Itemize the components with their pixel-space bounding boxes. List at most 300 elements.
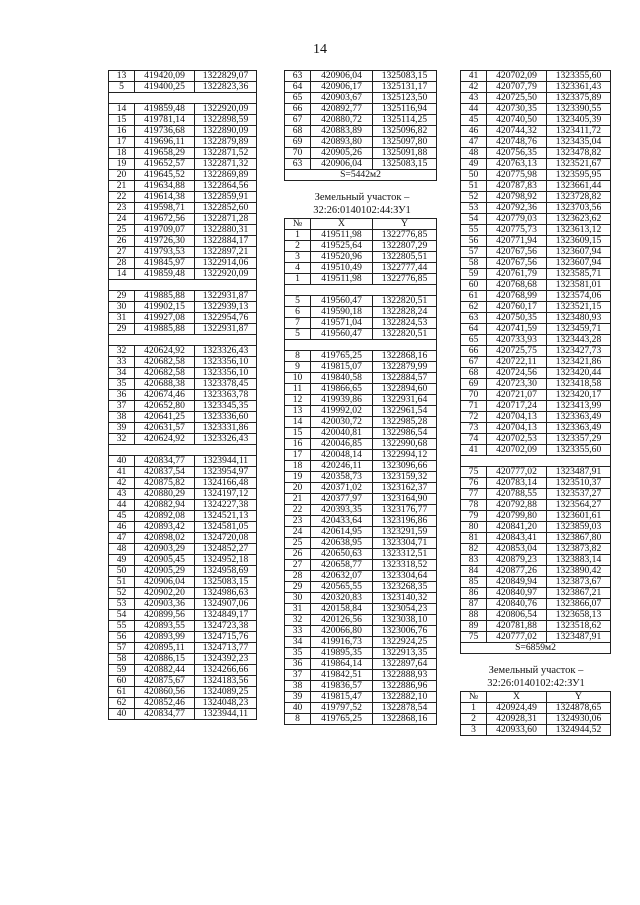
y-coordinate: 1323609,15 xyxy=(547,236,611,247)
point-number: 61 xyxy=(109,687,135,698)
table-row xyxy=(285,71,437,82)
x-coordinate: 419859,48 xyxy=(135,104,195,115)
point-number: 75 xyxy=(461,632,487,643)
y-coordinate: 1323867,21 xyxy=(547,588,611,599)
point-number: 79 xyxy=(461,511,487,522)
point-number: 14 xyxy=(109,269,135,280)
point-number: 62 xyxy=(461,302,487,313)
x-coordinate: 419652,57 xyxy=(135,159,195,170)
y-coordinate: 1325131,17 xyxy=(373,82,437,93)
x-coordinate: 419765,25 xyxy=(311,714,373,725)
x-coordinate: 420843,41 xyxy=(487,533,547,544)
y-coordinate: 1323038,10 xyxy=(373,615,437,626)
table-row xyxy=(109,676,257,687)
y-coordinate: 1322954,76 xyxy=(195,313,257,324)
y-coordinate: 1322890,09 xyxy=(195,126,257,137)
y-coordinate: 1322824,53 xyxy=(373,318,437,329)
x-coordinate: 419765,25 xyxy=(311,351,373,362)
point-number: 42 xyxy=(109,478,135,489)
table-row xyxy=(109,302,257,313)
table-row xyxy=(461,93,611,104)
point-number: 46 xyxy=(109,522,135,533)
point-number: 84 xyxy=(461,566,487,577)
blank-row xyxy=(461,456,611,467)
y-coordinate: 1322913,35 xyxy=(373,648,437,659)
table-row xyxy=(285,373,437,384)
y-coordinate: 1322879,99 xyxy=(373,362,437,373)
y-coordinate: 1324878,65 xyxy=(547,703,611,714)
point-number: 68 xyxy=(285,126,311,137)
column-header: Y xyxy=(373,219,437,230)
table-row xyxy=(285,126,437,137)
x-coordinate: 420767,56 xyxy=(487,258,547,269)
area-row xyxy=(285,170,437,181)
point-number: 48 xyxy=(461,148,487,159)
point-number: 25 xyxy=(285,538,311,549)
point-number: 37 xyxy=(285,670,311,681)
table-row xyxy=(285,159,437,170)
x-coordinate: 420893,55 xyxy=(135,621,195,632)
x-coordinate: 420837,54 xyxy=(135,467,195,478)
x-coordinate: 420928,31 xyxy=(487,714,547,725)
y-coordinate: 1323480,93 xyxy=(547,313,611,324)
area-value: S=5442м2 xyxy=(285,170,437,181)
x-coordinate: 419992,02 xyxy=(311,406,373,417)
point-number: 89 xyxy=(461,621,487,632)
table-row xyxy=(461,511,611,522)
table-row xyxy=(285,296,437,307)
y-coordinate: 1323487,91 xyxy=(547,467,611,478)
table-row xyxy=(109,654,257,665)
area-value: S=6859м2 xyxy=(461,643,611,654)
x-coordinate: 419797,52 xyxy=(311,703,373,714)
table-row xyxy=(461,610,611,621)
point-number: 49 xyxy=(461,159,487,170)
point-number: 29 xyxy=(285,582,311,593)
y-coordinate: 1322886,96 xyxy=(373,681,437,692)
point-number: 28 xyxy=(109,258,135,269)
x-coordinate: 420358,73 xyxy=(311,472,373,483)
point-number: 12 xyxy=(285,395,311,406)
point-number: 8 xyxy=(285,714,311,725)
x-coordinate: 419895,35 xyxy=(311,648,373,659)
table-row xyxy=(461,302,611,313)
x-coordinate: 420903,36 xyxy=(135,599,195,610)
point-number: 11 xyxy=(285,384,311,395)
table-row xyxy=(109,368,257,379)
point-number: 31 xyxy=(109,313,135,324)
table-row xyxy=(109,236,257,247)
point-number: 24 xyxy=(109,214,135,225)
x-coordinate: 420650,63 xyxy=(311,549,373,560)
point-number: 58 xyxy=(461,258,487,269)
y-coordinate: 1323006,76 xyxy=(373,626,437,637)
table-row xyxy=(461,588,611,599)
x-coordinate: 420886,15 xyxy=(135,654,195,665)
point-number: 34 xyxy=(285,637,311,648)
table-row xyxy=(285,615,437,626)
x-coordinate: 420899,56 xyxy=(135,610,195,621)
y-coordinate: 1324952,18 xyxy=(195,555,257,566)
x-coordinate: 420783,14 xyxy=(487,478,547,489)
point-number: 87 xyxy=(461,599,487,610)
y-coordinate: 1324958,69 xyxy=(195,566,257,577)
blank-cell xyxy=(461,456,611,467)
point-number: 66 xyxy=(461,346,487,357)
table-row xyxy=(109,577,257,588)
x-coordinate: 419793,53 xyxy=(135,247,195,258)
y-coordinate: 1325097,80 xyxy=(373,137,437,148)
x-coordinate: 420652,80 xyxy=(135,401,195,412)
x-coordinate: 420763,13 xyxy=(487,159,547,170)
y-coordinate: 1323518,62 xyxy=(547,621,611,632)
blank-cell xyxy=(109,335,257,346)
point-number: 27 xyxy=(285,560,311,571)
x-coordinate: 420641,25 xyxy=(135,412,195,423)
y-coordinate: 1324183,56 xyxy=(195,676,257,687)
point-number: 30 xyxy=(285,593,311,604)
table-row xyxy=(461,725,611,736)
y-coordinate: 1323268,35 xyxy=(373,582,437,593)
point-number: 71 xyxy=(461,401,487,412)
point-number: 44 xyxy=(461,104,487,115)
table-row xyxy=(109,412,257,423)
point-number: 50 xyxy=(109,566,135,577)
y-coordinate: 1323420,17 xyxy=(547,390,611,401)
y-coordinate: 1324907,06 xyxy=(195,599,257,610)
table-row xyxy=(109,566,257,577)
table-row xyxy=(285,137,437,148)
y-coordinate: 1323585,71 xyxy=(547,269,611,280)
table-row xyxy=(285,351,437,362)
y-coordinate: 1323326,43 xyxy=(195,434,257,445)
x-coordinate: 420723,30 xyxy=(487,379,547,390)
x-coordinate: 419815,07 xyxy=(311,362,373,373)
x-coordinate: 420906,04 xyxy=(311,71,373,82)
table-row xyxy=(461,566,611,577)
x-coordinate: 420748,76 xyxy=(487,137,547,148)
table-row xyxy=(285,571,437,582)
y-coordinate: 1324392,23 xyxy=(195,654,257,665)
x-coordinate: 419885,88 xyxy=(135,291,195,302)
column-header: X xyxy=(487,692,547,703)
x-coordinate: 420725,50 xyxy=(487,93,547,104)
table-row xyxy=(109,489,257,500)
table-row xyxy=(285,626,437,637)
column-header: № xyxy=(461,692,487,703)
table-row xyxy=(285,461,437,472)
y-coordinate: 1323162,37 xyxy=(373,483,437,494)
x-coordinate: 419520,96 xyxy=(311,252,373,263)
x-coordinate: 420799,80 xyxy=(487,511,547,522)
y-coordinate: 1323954,97 xyxy=(195,467,257,478)
x-coordinate: 420788,55 xyxy=(487,489,547,500)
x-coordinate: 420841,20 xyxy=(487,522,547,533)
point-number: 80 xyxy=(461,522,487,533)
y-coordinate: 1323420,44 xyxy=(547,368,611,379)
point-number: 59 xyxy=(461,269,487,280)
table-row xyxy=(109,82,257,93)
y-coordinate: 1323336,60 xyxy=(195,412,257,423)
table-row xyxy=(109,709,257,720)
point-number: 34 xyxy=(109,368,135,379)
y-coordinate: 1323140,32 xyxy=(373,593,437,604)
point-number: 55 xyxy=(461,225,487,236)
point-number: 65 xyxy=(461,335,487,346)
point-number: 17 xyxy=(285,450,311,461)
point-number: 29 xyxy=(109,291,135,302)
y-coordinate: 1323607,94 xyxy=(547,247,611,258)
point-number: 70 xyxy=(461,390,487,401)
point-number: 82 xyxy=(461,544,487,555)
x-coordinate: 420725,75 xyxy=(487,346,547,357)
coordinates-table xyxy=(284,70,437,181)
table-row xyxy=(461,390,611,401)
point-number: 63 xyxy=(461,313,487,324)
y-coordinate: 1323944,11 xyxy=(195,709,257,720)
x-coordinate: 420040,81 xyxy=(311,428,373,439)
x-coordinate: 419511,98 xyxy=(311,230,373,241)
table-row xyxy=(285,516,437,527)
table-row xyxy=(285,384,437,395)
table-row xyxy=(285,104,437,115)
y-coordinate: 1322871,32 xyxy=(195,159,257,170)
point-number: 32 xyxy=(109,346,135,357)
y-coordinate: 1323054,23 xyxy=(373,604,437,615)
point-number: 26 xyxy=(285,549,311,560)
y-coordinate: 1323355,60 xyxy=(547,71,611,82)
point-number: 18 xyxy=(285,461,311,472)
table-row xyxy=(461,346,611,357)
table-row xyxy=(285,115,437,126)
y-coordinate: 1322868,16 xyxy=(373,351,437,362)
x-coordinate: 419598,71 xyxy=(135,203,195,214)
y-coordinate: 1322869,89 xyxy=(195,170,257,181)
point-number: 78 xyxy=(461,500,487,511)
point-number: 18 xyxy=(109,148,135,159)
table-row xyxy=(461,335,611,346)
point-number: 65 xyxy=(285,93,311,104)
y-coordinate: 1323859,03 xyxy=(547,522,611,533)
point-number: 86 xyxy=(461,588,487,599)
table-header-row xyxy=(285,219,437,230)
x-coordinate: 420750,35 xyxy=(487,313,547,324)
table-row xyxy=(109,115,257,126)
x-coordinate: 420798,92 xyxy=(487,192,547,203)
x-coordinate: 419866,65 xyxy=(311,384,373,395)
y-coordinate: 1324089,25 xyxy=(195,687,257,698)
table-row xyxy=(285,307,437,318)
point-number: 31 xyxy=(285,604,311,615)
y-coordinate: 1323867,80 xyxy=(547,533,611,544)
x-coordinate: 419864,14 xyxy=(311,659,373,670)
table-row xyxy=(461,423,611,434)
point-number: 51 xyxy=(461,181,487,192)
table-row xyxy=(109,379,257,390)
column-header: Y xyxy=(547,692,611,703)
y-coordinate: 1322820,51 xyxy=(373,296,437,307)
y-coordinate: 1322914,06 xyxy=(195,258,257,269)
y-coordinate: 1323944,11 xyxy=(195,456,257,467)
x-coordinate: 420905,29 xyxy=(135,566,195,577)
point-number: 54 xyxy=(461,214,487,225)
table-row xyxy=(285,714,437,725)
y-coordinate: 1323318,52 xyxy=(373,560,437,571)
y-coordinate: 1322986,54 xyxy=(373,428,437,439)
y-coordinate: 1325114,25 xyxy=(373,115,437,126)
y-coordinate: 1322823,36 xyxy=(195,82,257,93)
point-number: 77 xyxy=(461,489,487,500)
coordinates-column-1 xyxy=(108,70,256,720)
y-coordinate: 1322939,13 xyxy=(195,302,257,313)
blank-cell xyxy=(109,280,257,291)
y-coordinate: 1322880,31 xyxy=(195,225,257,236)
point-number: 37 xyxy=(109,401,135,412)
x-coordinate: 420674,46 xyxy=(135,390,195,401)
table-row xyxy=(109,643,257,654)
point-number: 40 xyxy=(109,456,135,467)
blank-cell xyxy=(285,285,437,296)
blank-row xyxy=(109,445,257,456)
table-row xyxy=(109,291,257,302)
point-number: 7 xyxy=(285,318,311,329)
point-number: 39 xyxy=(109,423,135,434)
table-row xyxy=(461,714,611,725)
x-coordinate: 420892,77 xyxy=(311,104,373,115)
table-row xyxy=(285,494,437,505)
x-coordinate: 420717,24 xyxy=(487,401,547,412)
x-coordinate: 420046,85 xyxy=(311,439,373,450)
point-number: 88 xyxy=(461,610,487,621)
point-number: 47 xyxy=(109,533,135,544)
x-coordinate: 420682,58 xyxy=(135,368,195,379)
y-coordinate: 1323375,89 xyxy=(547,93,611,104)
y-coordinate: 1323521,67 xyxy=(547,159,611,170)
x-coordinate: 419815,47 xyxy=(311,692,373,703)
point-number: 29 xyxy=(109,324,135,335)
x-coordinate: 420740,50 xyxy=(487,115,547,126)
y-coordinate: 1325116,94 xyxy=(373,104,437,115)
x-coordinate: 419842,51 xyxy=(311,670,373,681)
table-row xyxy=(109,258,257,269)
x-coordinate: 420903,29 xyxy=(135,544,195,555)
x-coordinate: 420377,97 xyxy=(311,494,373,505)
x-coordinate: 420614,95 xyxy=(311,527,373,538)
y-coordinate: 1323728,82 xyxy=(547,192,611,203)
point-number: 23 xyxy=(109,203,135,214)
page-number: 14 xyxy=(313,42,327,57)
blank-row xyxy=(109,93,257,104)
y-coordinate: 1324944,52 xyxy=(547,725,611,736)
table-row xyxy=(461,148,611,159)
y-coordinate: 1325096,82 xyxy=(373,126,437,137)
y-coordinate: 1323883,14 xyxy=(547,555,611,566)
x-coordinate: 419939,86 xyxy=(311,395,373,406)
y-coordinate: 1322985,28 xyxy=(373,417,437,428)
table-row xyxy=(285,241,437,252)
blank-row xyxy=(285,285,437,296)
x-coordinate: 420768,99 xyxy=(487,291,547,302)
x-coordinate: 420768,68 xyxy=(487,280,547,291)
x-coordinate: 419836,57 xyxy=(311,681,373,692)
y-coordinate: 1322868,16 xyxy=(373,714,437,725)
x-coordinate: 420658,77 xyxy=(311,560,373,571)
point-number: 20 xyxy=(285,483,311,494)
point-number: 2 xyxy=(285,241,311,252)
y-coordinate: 1323159,32 xyxy=(373,472,437,483)
table-row xyxy=(285,538,437,549)
point-number: 51 xyxy=(109,577,135,588)
point-number: 15 xyxy=(285,428,311,439)
point-number: 58 xyxy=(109,654,135,665)
table-row xyxy=(285,428,437,439)
x-coordinate: 419560,47 xyxy=(311,329,373,340)
table-row xyxy=(285,439,437,450)
y-coordinate: 1323196,86 xyxy=(373,516,437,527)
table-row xyxy=(461,324,611,335)
x-coordinate: 420775,98 xyxy=(487,170,547,181)
table-row xyxy=(461,291,611,302)
x-coordinate: 420898,02 xyxy=(135,533,195,544)
table-row xyxy=(109,478,257,489)
x-coordinate: 420895,11 xyxy=(135,643,195,654)
y-coordinate: 1324723,38 xyxy=(195,621,257,632)
x-coordinate: 419726,30 xyxy=(135,236,195,247)
y-coordinate: 1323607,94 xyxy=(547,258,611,269)
x-coordinate: 420775,73 xyxy=(487,225,547,236)
x-coordinate: 420721,07 xyxy=(487,390,547,401)
x-coordinate: 420704,13 xyxy=(487,423,547,434)
y-coordinate: 1322961,54 xyxy=(373,406,437,417)
x-coordinate: 420905,45 xyxy=(135,555,195,566)
y-coordinate: 1324986,63 xyxy=(195,588,257,599)
y-coordinate: 1323595,95 xyxy=(547,170,611,181)
table-row xyxy=(285,417,437,428)
y-coordinate: 1322807,29 xyxy=(373,241,437,252)
point-number: 5 xyxy=(109,82,135,93)
point-number: 28 xyxy=(285,571,311,582)
x-coordinate: 420834,77 xyxy=(135,456,195,467)
table-row xyxy=(285,593,437,604)
y-coordinate: 1324048,23 xyxy=(195,698,257,709)
table-row xyxy=(461,401,611,412)
coordinates-column-2 xyxy=(284,70,440,725)
table-row xyxy=(109,324,257,335)
y-coordinate: 1323658,13 xyxy=(547,610,611,621)
point-number: 5 xyxy=(285,329,311,340)
point-number: 53 xyxy=(109,599,135,610)
y-coordinate: 1323521,15 xyxy=(547,302,611,313)
x-coordinate: 420393,35 xyxy=(311,505,373,516)
point-number: 41 xyxy=(461,71,487,82)
x-coordinate: 420777,02 xyxy=(487,467,547,478)
y-coordinate: 1324720,08 xyxy=(195,533,257,544)
y-coordinate: 1323363,49 xyxy=(547,423,611,434)
point-number: 1 xyxy=(285,274,311,285)
point-number: 56 xyxy=(461,236,487,247)
table-row xyxy=(461,412,611,423)
point-number: 38 xyxy=(109,412,135,423)
point-number: 1 xyxy=(285,230,311,241)
x-coordinate: 420771,94 xyxy=(487,236,547,247)
table-row xyxy=(109,148,257,159)
table-header-row xyxy=(461,692,611,703)
y-coordinate: 1324713,77 xyxy=(195,643,257,654)
point-number: 70 xyxy=(285,148,311,159)
coordinates-table xyxy=(460,691,611,736)
y-coordinate: 1323096,66 xyxy=(373,461,437,472)
point-number: 8 xyxy=(285,351,311,362)
